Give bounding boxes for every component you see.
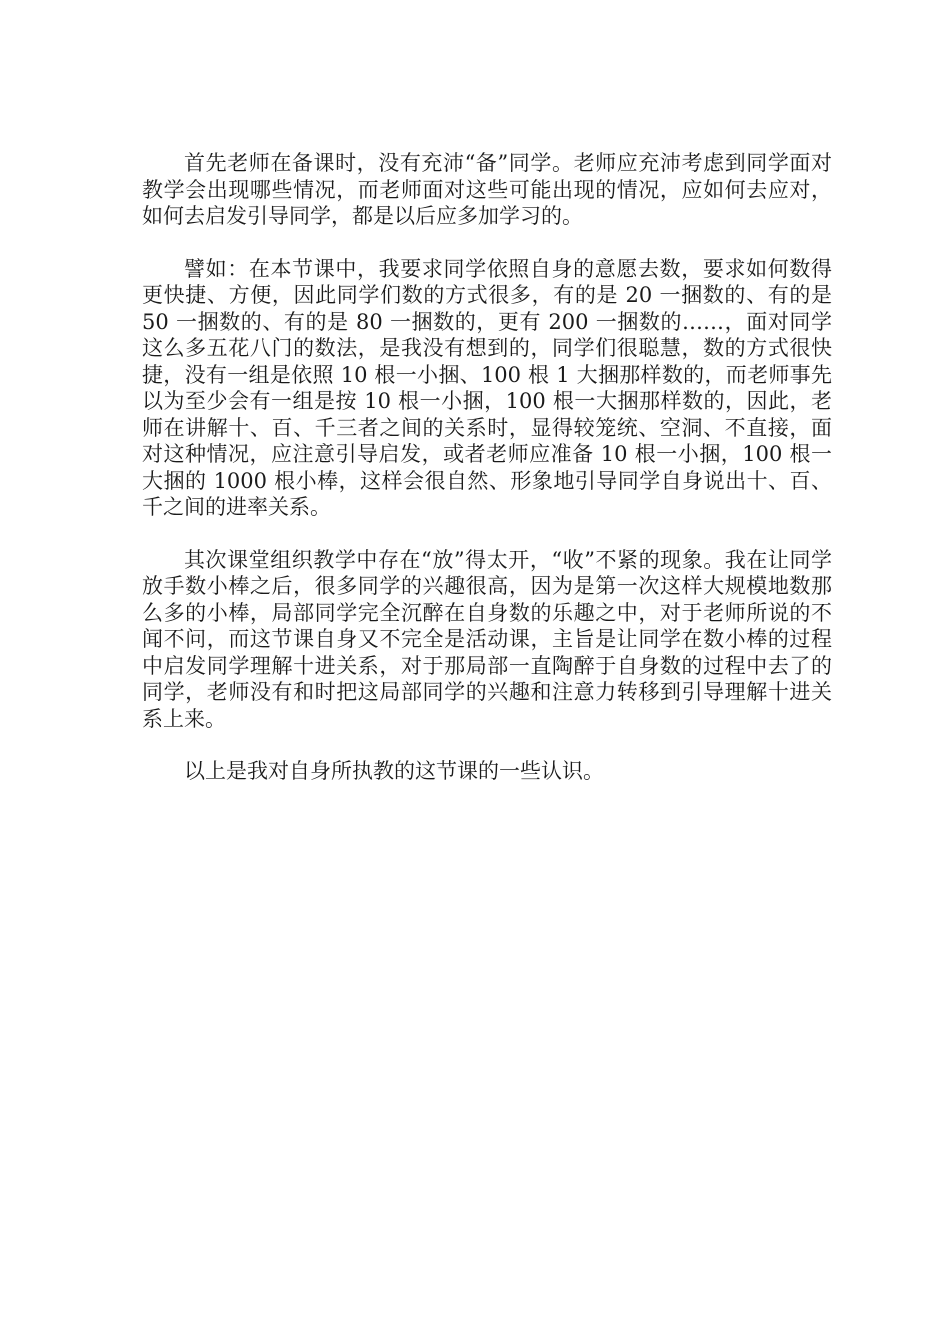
paragraph-classroom-organization: 其次课堂组织教学中存在“放”得太开，“收”不紧的现象。我在让同学放手数小棒之后，很多同学的兴趣很高，因为是第一次这样大规模地数那么多的小棒，局部同学完全沉醉在自身数的乐趣之中，对于老师所说的不闻不问，而这节课自身又不完全是活动课，主旨是让同学在数小棒的过程中启发同学理解十进关系，对于那局部一直陶醉于自身数的过程中去了的同学，老师没有和时把这局部同学的兴趣和注意力转移到引导理解十进关系上来。 <box>142 547 832 731</box>
document-body <box>142 150 832 785</box>
paragraph-preparation: 首先老师在备课时，没有充沛“备”同学。老师应充沛考虑到同学面对教学会出现哪些情况，而老师面对这些可能出现的情况，应如何去应对，如何去启发引导同学，都是以后应多加学习的。 <box>142 151 832 228</box>
paragraph-example: 譬如：在本节课中，我要求同学依照自身的意愿去数，要求如何数得更快捷、方便，因此同学们数的方式很多，有的是 20 一捆数的、有的是 50 一捆数的、有的是 80 一捆数的，更有 200 一捆数的……，面对同学这么多五花八门的数法，是我没有想到的，同学们很聪慧，数的方式很快捷，没有一组是依照 10 根一小捆、100 根 1 大捆那样数的，而老师事先以为至少会有一组是按 10 根一小捆，100 根一大捆那样数的，因此，老师在讲解十、百、千三者之间的关系时，显得较笼统、空洞、不直接，面对这种情况，应注意引导启发，或者老师应准备 10 根一小捆，100 根一大捆的 1000 根小棒，这样会很自然、形象地引导同学自身说出十、百、千之间的进率关系。 <box>142 256 832 519</box>
paragraph-conclusion: 以上是我对自身所执教的这节课的一些认识。 <box>184 759 604 783</box>
